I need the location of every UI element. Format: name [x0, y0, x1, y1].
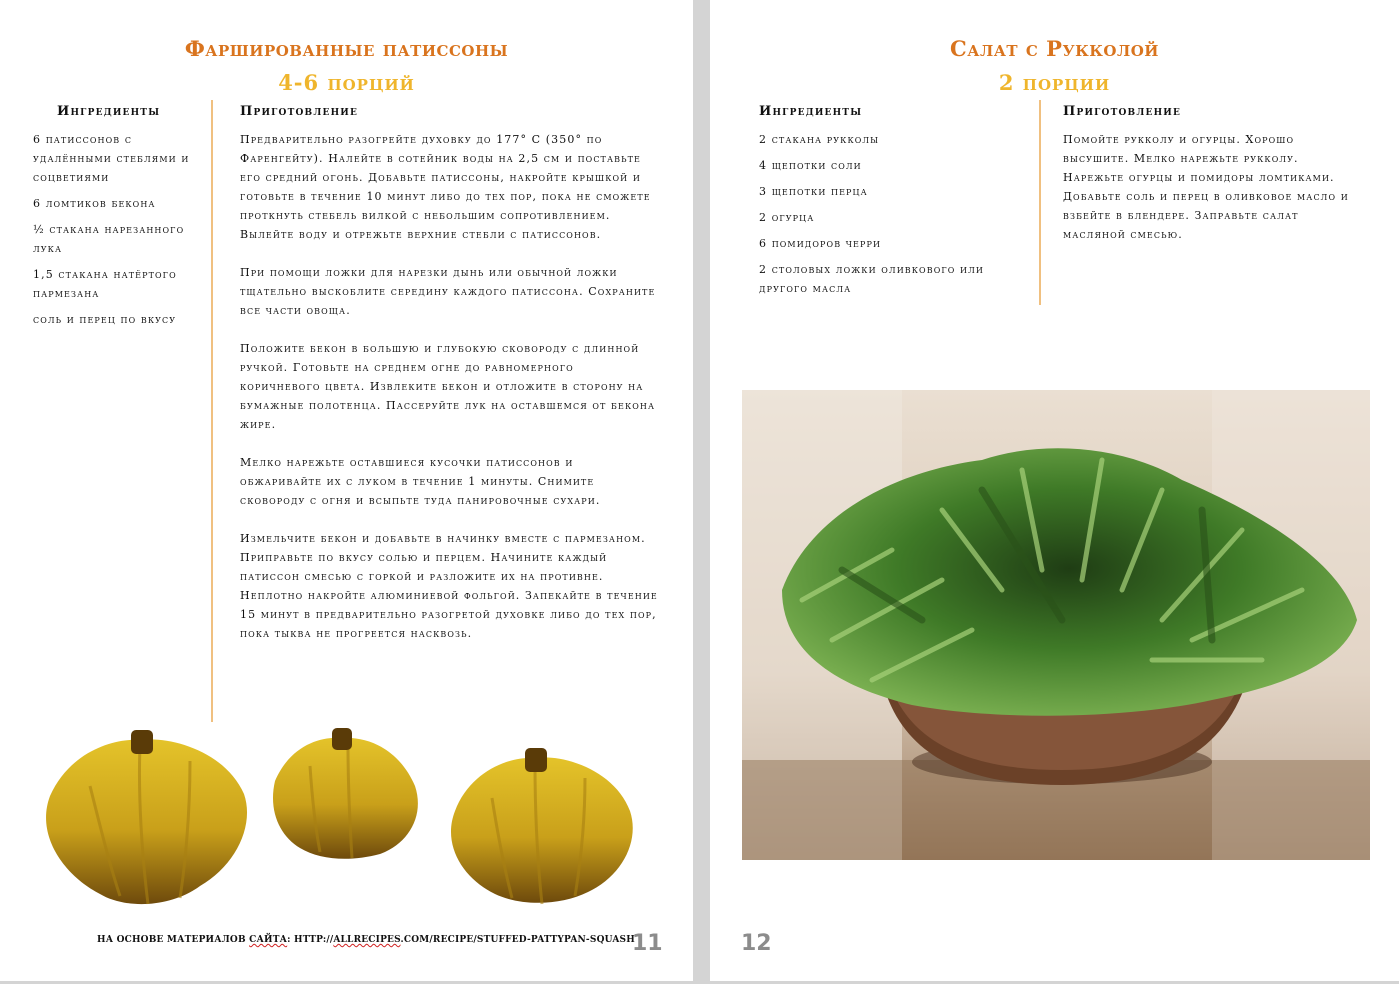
footer-word: САЙТА: [249, 935, 288, 945]
arugula-salad-bowl-photo: [742, 390, 1370, 860]
pattypan-squash-illustration: [30, 726, 670, 916]
page-12: [710, 0, 1399, 981]
ingredient-item: 2 столовых ложки оливкового или другого масла: [759, 263, 984, 295]
page-number: 11: [632, 931, 663, 956]
ingredients-heading: Ингредиенты: [57, 104, 161, 119]
ingredient-item: 1,5 стакана натёртого пармезана: [33, 268, 177, 300]
step-paragraph: Предварительно разогрейте духовку до 177° С (350° по Фаренгейту). Налейте в сотейник воды на 2,5 см и поставьте его средний огонь. Добавьте патиссоны, накройте крышкой и готовьте в течение 10 минут либо до тех пор, пока не сможете проткнуть стебель вилкой с небольшим сопротивлением. Вылейте воду и отрежьте верхние стебли с патиссонов.: [240, 133, 651, 241]
squash-3: [451, 748, 633, 904]
recipe-title: Фаршированные патиссоны: [184, 36, 509, 61]
ingredient-item: соль и перец по вкусу: [33, 313, 177, 326]
preparation-heading: Приготовление: [1063, 104, 1182, 119]
preparation-heading: Приготовление: [240, 104, 359, 119]
page-number: 12: [741, 931, 772, 956]
step-paragraph: При помощи ложки для нарезки дынь или обычной ложки тщательно выскоблите середину каждого патиссона. Сохраните все части овоща.: [240, 266, 656, 317]
page-11: [0, 0, 693, 981]
ingredient-item: ½ стакана нарезанного лука: [33, 223, 185, 255]
step-paragraph: Положите бекон в большую и глубокую сковороду с длинной ручкой. Готовьте на среднем огне до равномерного коричневого цвета. Извлеките бекон и отложите в сторону на бумажные полотенца. Пассеруйте лук на оставшемся от бекона жире.: [240, 342, 656, 431]
ingredient-item: 6 ломтиков бекона: [33, 197, 156, 210]
preparation-steps: [1063, 130, 1363, 263]
footer-middle: : HTTP://: [287, 935, 334, 945]
step-paragraph: Помойте рукколу и огурцы. Хорошо высушите. Мелко нарежьте рукколу. Нарежьте огурцы и помидоры ломтиками. Добавьте соль и перец в оливковое масло и взбейте в блендере. Заправьте салат масляной смесью.: [1063, 133, 1349, 241]
ingredient-item: 6 патиссонов с удалёнными стеблями и соцветиями: [33, 133, 190, 184]
footer-suffix: .COM/RECIPE/STUFFED-PATTYPAN-SQUASH: [400, 935, 635, 945]
source-footer: [97, 935, 635, 945]
step-paragraph: Мелко нарежьте оставшиеся кусочки патиссонов и обжаривайте их с луком в течение 1 минуты. Снимите сковороду с огня и всыпьте туда панировочные сухари.: [240, 456, 601, 507]
recipe-title: Салат с Рукколой: [950, 36, 1159, 61]
servings: 2 порции: [998, 70, 1111, 95]
step-paragraph: Измельчите бекон и добавьте в начинку вместе с пармезаном. Приправьте по вкусу солью и перцем. Начините каждый патиссон смесью с горкой и разложите их на противне. Неплотно накройте алюминиевой фольгой. Запекайте в течение 15 минут в предварительно разогретой духовке либо до тех пор, пока тыква не прогреется насквозь.: [240, 532, 658, 640]
footer-prefix: НА ОСНОВЕ МАТЕРИАЛОВ: [97, 935, 250, 945]
column-divider: [1039, 100, 1041, 305]
squash-1: [46, 730, 247, 904]
ingredient-item: 2 огурца: [759, 211, 815, 224]
ingredient-item: 3 щепотки перца: [759, 185, 868, 198]
ingredient-item: 6 помидоров черри: [759, 237, 882, 250]
ingredients-list: [759, 130, 1029, 305]
ingredients-heading: Ингредиенты: [759, 104, 863, 119]
column-divider: [211, 100, 213, 722]
preparation-steps: [240, 130, 658, 662]
ingredient-item: 4 щепотки соли: [759, 159, 862, 172]
ingredients-list: [33, 130, 201, 336]
ingredient-item: 2 стакана рукколы: [759, 133, 880, 146]
footer-domain: ALLRECIPES: [333, 935, 401, 945]
squash-2: [273, 728, 418, 859]
servings: 4-6 порций: [278, 70, 415, 95]
